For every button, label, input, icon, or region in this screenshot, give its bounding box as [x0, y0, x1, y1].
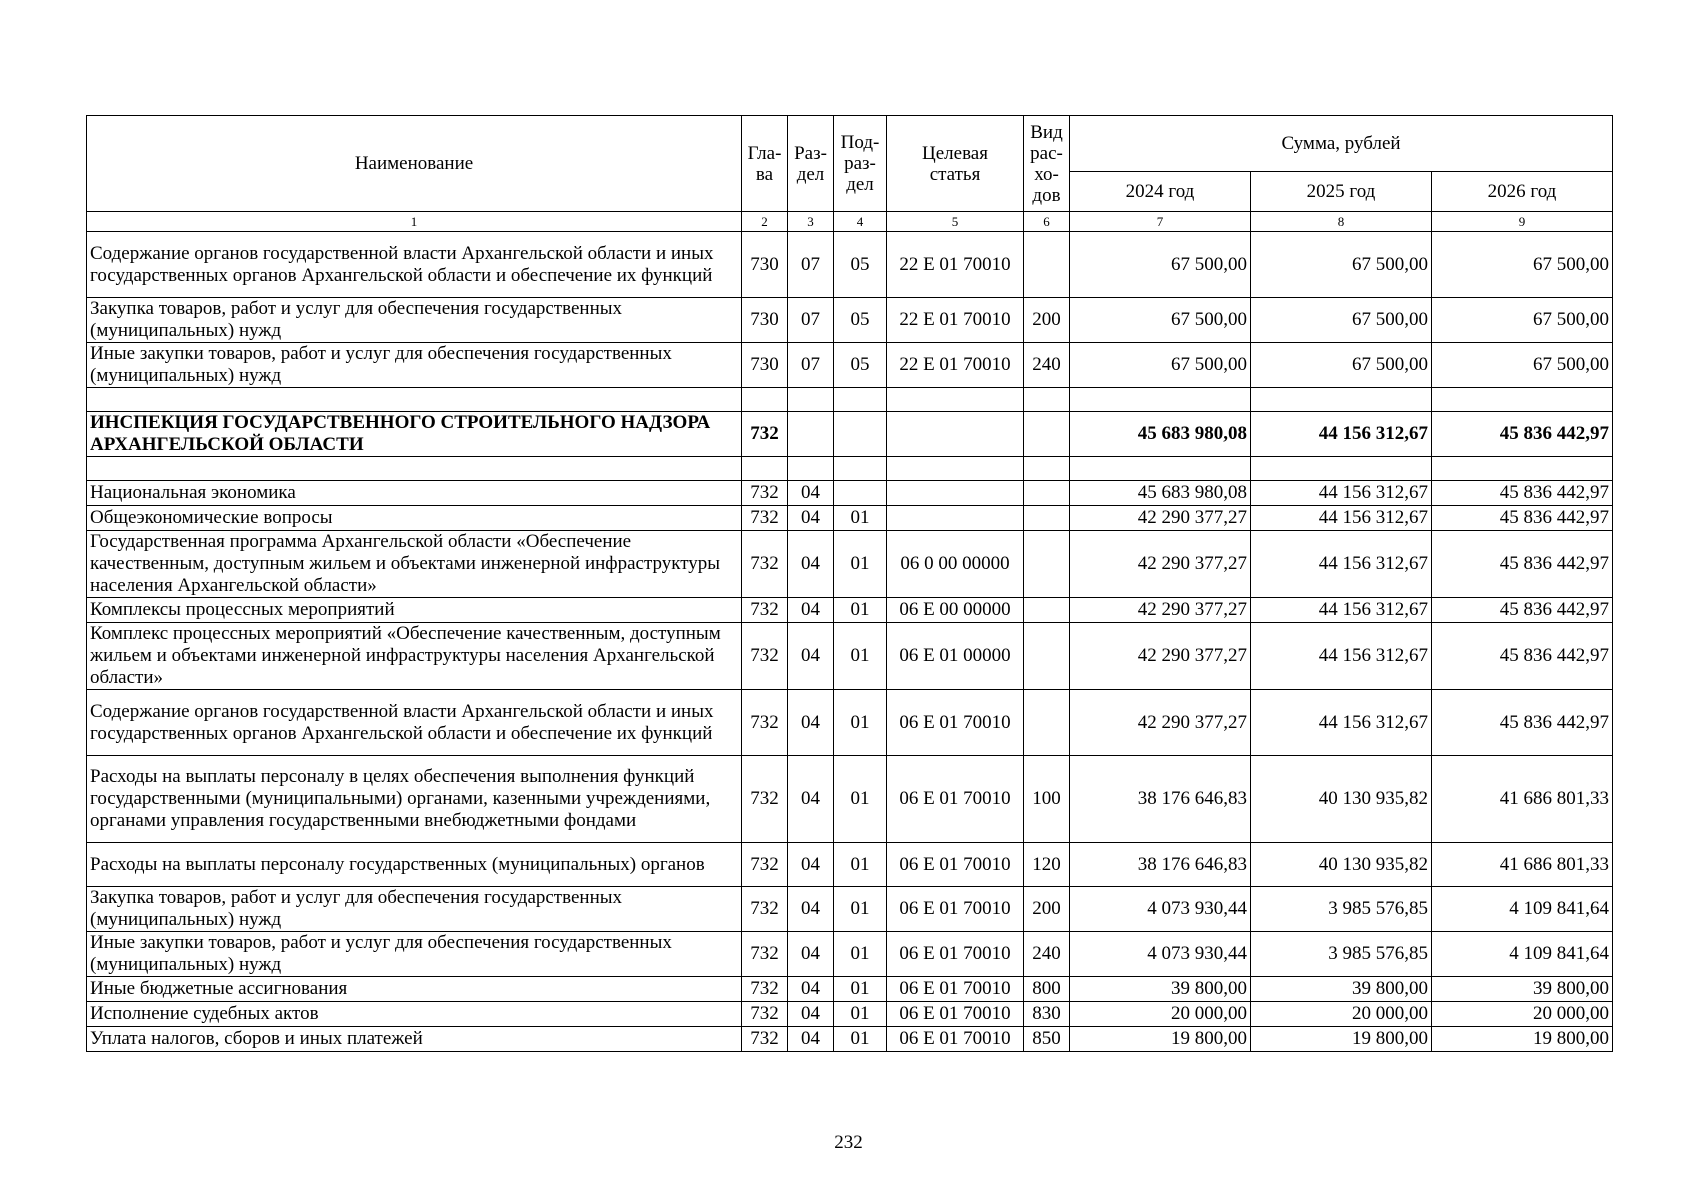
row-expense-type [1024, 623, 1070, 690]
row-expense-type: 200 [1024, 298, 1070, 343]
row-target-article: 06 Е 01 70010 [887, 887, 1024, 932]
row-chapter: 732 [742, 531, 788, 598]
row-amount-2026: 4 109 841,64 [1432, 887, 1613, 932]
row-amount-2025: 44 156 312,67 [1251, 412, 1432, 457]
row-chapter: 732 [742, 977, 788, 1002]
table-row [87, 412, 1613, 457]
row-subsection: 01 [834, 756, 887, 843]
header-sum: Сумма, рублей [1070, 116, 1613, 172]
row-amount-2025: 44 156 312,67 [1251, 506, 1432, 531]
row-amount-2026: 39 800,00 [1432, 977, 1613, 1002]
row-chapter: 732 [742, 843, 788, 887]
row-section: 04 [788, 932, 834, 977]
row-subsection: 01 [834, 887, 887, 932]
row-target-article [887, 412, 1024, 457]
row-amount-2024 [1070, 388, 1251, 412]
row-section: 07 [788, 298, 834, 343]
row-section: 07 [788, 232, 834, 298]
row-amount-2024: 4 073 930,44 [1070, 932, 1251, 977]
table-body [87, 232, 1613, 1052]
row-amount-2026: 45 836 442,97 [1432, 690, 1613, 756]
header-subsection: Под- раз- дел [834, 116, 887, 212]
row-amount-2026: 67 500,00 [1432, 232, 1613, 298]
row-target-article: 06 Е 01 70010 [887, 690, 1024, 756]
row-section: 04 [788, 481, 834, 506]
row-target-article [887, 388, 1024, 412]
column-number: 8 [1251, 212, 1432, 232]
row-target-article: 22 Е 01 70010 [887, 232, 1024, 298]
table-row [87, 506, 1613, 531]
row-section: 04 [788, 598, 834, 623]
row-expense-type [1024, 690, 1070, 756]
row-name: Уплата налогов, сборов и иных платежей [87, 1027, 742, 1052]
row-name: Общеэкономические вопросы [87, 506, 742, 531]
row-amount-2025: 39 800,00 [1251, 977, 1432, 1002]
budget-table [86, 115, 1613, 1052]
row-target-article: 06 Е 01 70010 [887, 977, 1024, 1002]
row-target-article: 06 Е 01 00000 [887, 623, 1024, 690]
row-amount-2026 [1432, 388, 1613, 412]
row-chapter: 732 [742, 1027, 788, 1052]
row-chapter: 732 [742, 756, 788, 843]
row-amount-2024: 42 290 377,27 [1070, 690, 1251, 756]
row-subsection: 01 [834, 598, 887, 623]
row-expense-type: 200 [1024, 887, 1070, 932]
header-section: Раз- дел [788, 116, 834, 212]
row-section: 04 [788, 623, 834, 690]
row-chapter [742, 457, 788, 481]
row-section [788, 457, 834, 481]
column-number: 2 [742, 212, 788, 232]
row-amount-2026: 45 836 442,97 [1432, 481, 1613, 506]
row-section: 04 [788, 977, 834, 1002]
row-amount-2025: 20 000,00 [1251, 1002, 1432, 1027]
column-number-row [87, 212, 1613, 232]
row-name: Закупка товаров, работ и услуг для обеспечения государственных (муниципальных) нужд [87, 887, 742, 932]
row-amount-2024: 38 176 646,83 [1070, 843, 1251, 887]
column-number: 6 [1024, 212, 1070, 232]
row-amount-2025: 67 500,00 [1251, 343, 1432, 388]
row-amount-2024: 4 073 930,44 [1070, 887, 1251, 932]
column-number: 4 [834, 212, 887, 232]
row-subsection [834, 412, 887, 457]
row-target-article: 06 Е 01 70010 [887, 843, 1024, 887]
row-amount-2026: 4 109 841,64 [1432, 932, 1613, 977]
page-number: 232 [834, 1132, 863, 1153]
row-amount-2024: 67 500,00 [1070, 343, 1251, 388]
row-section: 04 [788, 506, 834, 531]
row-section: 04 [788, 690, 834, 756]
row-name: Иные закупки товаров, работ и услуг для обеспечения государственных (муниципальных) нужд [87, 343, 742, 388]
row-subsection [834, 388, 887, 412]
row-section: 04 [788, 887, 834, 932]
row-amount-2026: 20 000,00 [1432, 1002, 1613, 1027]
row-target-article: 06 Е 00 00000 [887, 598, 1024, 623]
row-chapter: 732 [742, 412, 788, 457]
table-row [87, 1002, 1613, 1027]
row-expense-type: 240 [1024, 343, 1070, 388]
row-name: ИНСПЕКЦИЯ ГОСУДАРСТВЕННОГО СТРОИТЕЛЬНОГО НАДЗОРА АРХАНГЕЛЬСКОЙ ОБЛАСТИ [87, 412, 742, 457]
row-target-article: 22 Е 01 70010 [887, 343, 1024, 388]
table-row [87, 932, 1613, 977]
row-amount-2025: 40 130 935,82 [1251, 756, 1432, 843]
row-amount-2025 [1251, 388, 1432, 412]
row-subsection [834, 457, 887, 481]
row-amount-2024 [1070, 457, 1251, 481]
row-expense-type [1024, 457, 1070, 481]
row-subsection: 01 [834, 623, 887, 690]
row-amount-2024: 45 683 980,08 [1070, 412, 1251, 457]
row-amount-2026: 45 836 442,97 [1432, 623, 1613, 690]
row-amount-2025: 67 500,00 [1251, 298, 1432, 343]
row-amount-2026: 67 500,00 [1432, 343, 1613, 388]
row-chapter: 732 [742, 887, 788, 932]
row-subsection: 05 [834, 343, 887, 388]
column-number: 7 [1070, 212, 1251, 232]
row-target-article [887, 457, 1024, 481]
row-expense-type [1024, 506, 1070, 531]
table-row [87, 531, 1613, 598]
row-section: 04 [788, 756, 834, 843]
row-section: 07 [788, 343, 834, 388]
row-amount-2024: 42 290 377,27 [1070, 531, 1251, 598]
table-row [87, 977, 1613, 1002]
row-target-article: 06 Е 01 70010 [887, 1027, 1024, 1052]
row-chapter: 730 [742, 232, 788, 298]
header-year-2026: 2026 год [1432, 172, 1613, 212]
row-expense-type [1024, 388, 1070, 412]
row-target-article: 06 Е 01 70010 [887, 756, 1024, 843]
row-amount-2024: 45 683 980,08 [1070, 481, 1251, 506]
row-section: 04 [788, 531, 834, 598]
table-row [87, 756, 1613, 843]
row-subsection: 05 [834, 232, 887, 298]
row-amount-2026: 45 836 442,97 [1432, 531, 1613, 598]
table-row [87, 843, 1613, 887]
row-amount-2024: 38 176 646,83 [1070, 756, 1251, 843]
row-chapter: 730 [742, 343, 788, 388]
row-name: Содержание органов государственной власти Архангельской области и иных государственных органов Архангельской области и обеспечение их функций [87, 690, 742, 756]
row-amount-2025: 3 985 576,85 [1251, 932, 1432, 977]
row-chapter: 732 [742, 481, 788, 506]
row-amount-2024: 39 800,00 [1070, 977, 1251, 1002]
row-amount-2025: 44 156 312,67 [1251, 531, 1432, 598]
table-row [87, 1027, 1613, 1052]
row-amount-2024: 67 500,00 [1070, 298, 1251, 343]
row-name [87, 388, 742, 412]
row-section [788, 388, 834, 412]
row-expense-type: 800 [1024, 977, 1070, 1002]
row-amount-2026 [1432, 457, 1613, 481]
row-section: 04 [788, 1027, 834, 1052]
row-amount-2025: 3 985 576,85 [1251, 887, 1432, 932]
header-target-article: Целевая статья [887, 116, 1024, 212]
row-target-article: 22 Е 01 70010 [887, 298, 1024, 343]
row-amount-2025: 44 156 312,67 [1251, 598, 1432, 623]
row-amount-2025: 44 156 312,67 [1251, 690, 1432, 756]
row-chapter [742, 388, 788, 412]
row-expense-type [1024, 412, 1070, 457]
row-name: Национальная экономика [87, 481, 742, 506]
row-expense-type: 240 [1024, 932, 1070, 977]
table-row [87, 457, 1613, 481]
row-amount-2024: 19 800,00 [1070, 1027, 1251, 1052]
row-name: Иные бюджетные ассигнования [87, 977, 742, 1002]
row-expense-type: 100 [1024, 756, 1070, 843]
row-amount-2024: 67 500,00 [1070, 232, 1251, 298]
row-subsection: 01 [834, 690, 887, 756]
row-name: Исполнение судебных актов [87, 1002, 742, 1027]
row-section: 04 [788, 843, 834, 887]
row-expense-type: 850 [1024, 1027, 1070, 1052]
row-amount-2025: 67 500,00 [1251, 232, 1432, 298]
table-row [87, 623, 1613, 690]
row-target-article [887, 481, 1024, 506]
row-name: Иные закупки товаров, работ и услуг для обеспечения государственных (муниципальных) нужд [87, 932, 742, 977]
row-target-article [887, 506, 1024, 531]
row-amount-2026: 19 800,00 [1432, 1027, 1613, 1052]
row-amount-2026: 41 686 801,33 [1432, 756, 1613, 843]
row-name: Расходы на выплаты персоналу государственных (муниципальных) органов [87, 843, 742, 887]
row-subsection: 01 [834, 932, 887, 977]
table-row [87, 887, 1613, 932]
row-subsection: 01 [834, 506, 887, 531]
row-amount-2025: 44 156 312,67 [1251, 481, 1432, 506]
row-section [788, 412, 834, 457]
row-amount-2025: 44 156 312,67 [1251, 623, 1432, 690]
row-amount-2024: 42 290 377,27 [1070, 506, 1251, 531]
row-name: Закупка товаров, работ и услуг для обеспечения государственных (муниципальных) нужд [87, 298, 742, 343]
row-section: 04 [788, 1002, 834, 1027]
column-number: 1 [87, 212, 742, 232]
row-name: Государственная программа Архангельской области «Обеспечение качественным, доступным жильем и объектами инженерной инфраструктуры населения Архангельской области» [87, 531, 742, 598]
row-expense-type [1024, 232, 1070, 298]
row-name: Расходы на выплаты персоналу в целях обеспечения выполнения функций государственными (муниципальными) органами, казенными учреждениями, органами управления государственными внебюджетными фондами [87, 756, 742, 843]
row-chapter: 732 [742, 506, 788, 531]
row-target-article: 06 Е 01 70010 [887, 1002, 1024, 1027]
header-year-2025: 2025 год [1251, 172, 1432, 212]
row-chapter: 732 [742, 623, 788, 690]
row-amount-2025: 19 800,00 [1251, 1027, 1432, 1052]
row-name: Комплекс процессных мероприятий «Обеспечение качественным, доступным жильем и объектами инженерной инфраструктуры населения Архангельской области» [87, 623, 742, 690]
header-chapter: Гла- ва [742, 116, 788, 212]
row-expense-type: 120 [1024, 843, 1070, 887]
row-target-article: 06 Е 01 70010 [887, 932, 1024, 977]
row-chapter: 730 [742, 298, 788, 343]
table-row [87, 481, 1613, 506]
row-amount-2025 [1251, 457, 1432, 481]
row-amount-2026: 45 836 442,97 [1432, 598, 1613, 623]
row-amount-2026: 67 500,00 [1432, 298, 1613, 343]
row-amount-2026: 41 686 801,33 [1432, 843, 1613, 887]
row-name: Содержание органов государственной власти Архангельской области и иных государственных органов Архангельской области и обеспечение их функций [87, 232, 742, 298]
row-target-article: 06 0 00 00000 [887, 531, 1024, 598]
table-row [87, 690, 1613, 756]
row-amount-2024: 42 290 377,27 [1070, 623, 1251, 690]
table-row [87, 598, 1613, 623]
row-amount-2025: 40 130 935,82 [1251, 843, 1432, 887]
row-subsection: 05 [834, 298, 887, 343]
row-amount-2024: 42 290 377,27 [1070, 598, 1251, 623]
column-number: 9 [1432, 212, 1613, 232]
row-expense-type [1024, 481, 1070, 506]
row-subsection: 01 [834, 977, 887, 1002]
row-expense-type [1024, 531, 1070, 598]
row-subsection: 01 [834, 843, 887, 887]
row-subsection [834, 481, 887, 506]
header-year-2024: 2024 год [1070, 172, 1251, 212]
table-row [87, 298, 1613, 343]
row-subsection: 01 [834, 1002, 887, 1027]
row-chapter: 732 [742, 598, 788, 623]
row-subsection: 01 [834, 1027, 887, 1052]
row-name [87, 457, 742, 481]
column-number: 3 [788, 212, 834, 232]
column-number: 5 [887, 212, 1024, 232]
header-expense-type: Вид рас- хо- дов [1024, 116, 1070, 212]
row-amount-2024: 20 000,00 [1070, 1002, 1251, 1027]
row-amount-2026: 45 836 442,97 [1432, 412, 1613, 457]
table-row [87, 232, 1613, 298]
table-row [87, 388, 1613, 412]
row-name: Комплексы процессных мероприятий [87, 598, 742, 623]
row-expense-type [1024, 598, 1070, 623]
row-expense-type: 830 [1024, 1002, 1070, 1027]
row-chapter: 732 [742, 1002, 788, 1027]
header-name: Наименование [87, 116, 742, 212]
table-row [87, 343, 1613, 388]
row-subsection: 01 [834, 531, 887, 598]
row-amount-2026: 45 836 442,97 [1432, 506, 1613, 531]
row-chapter: 732 [742, 932, 788, 977]
row-chapter: 732 [742, 690, 788, 756]
